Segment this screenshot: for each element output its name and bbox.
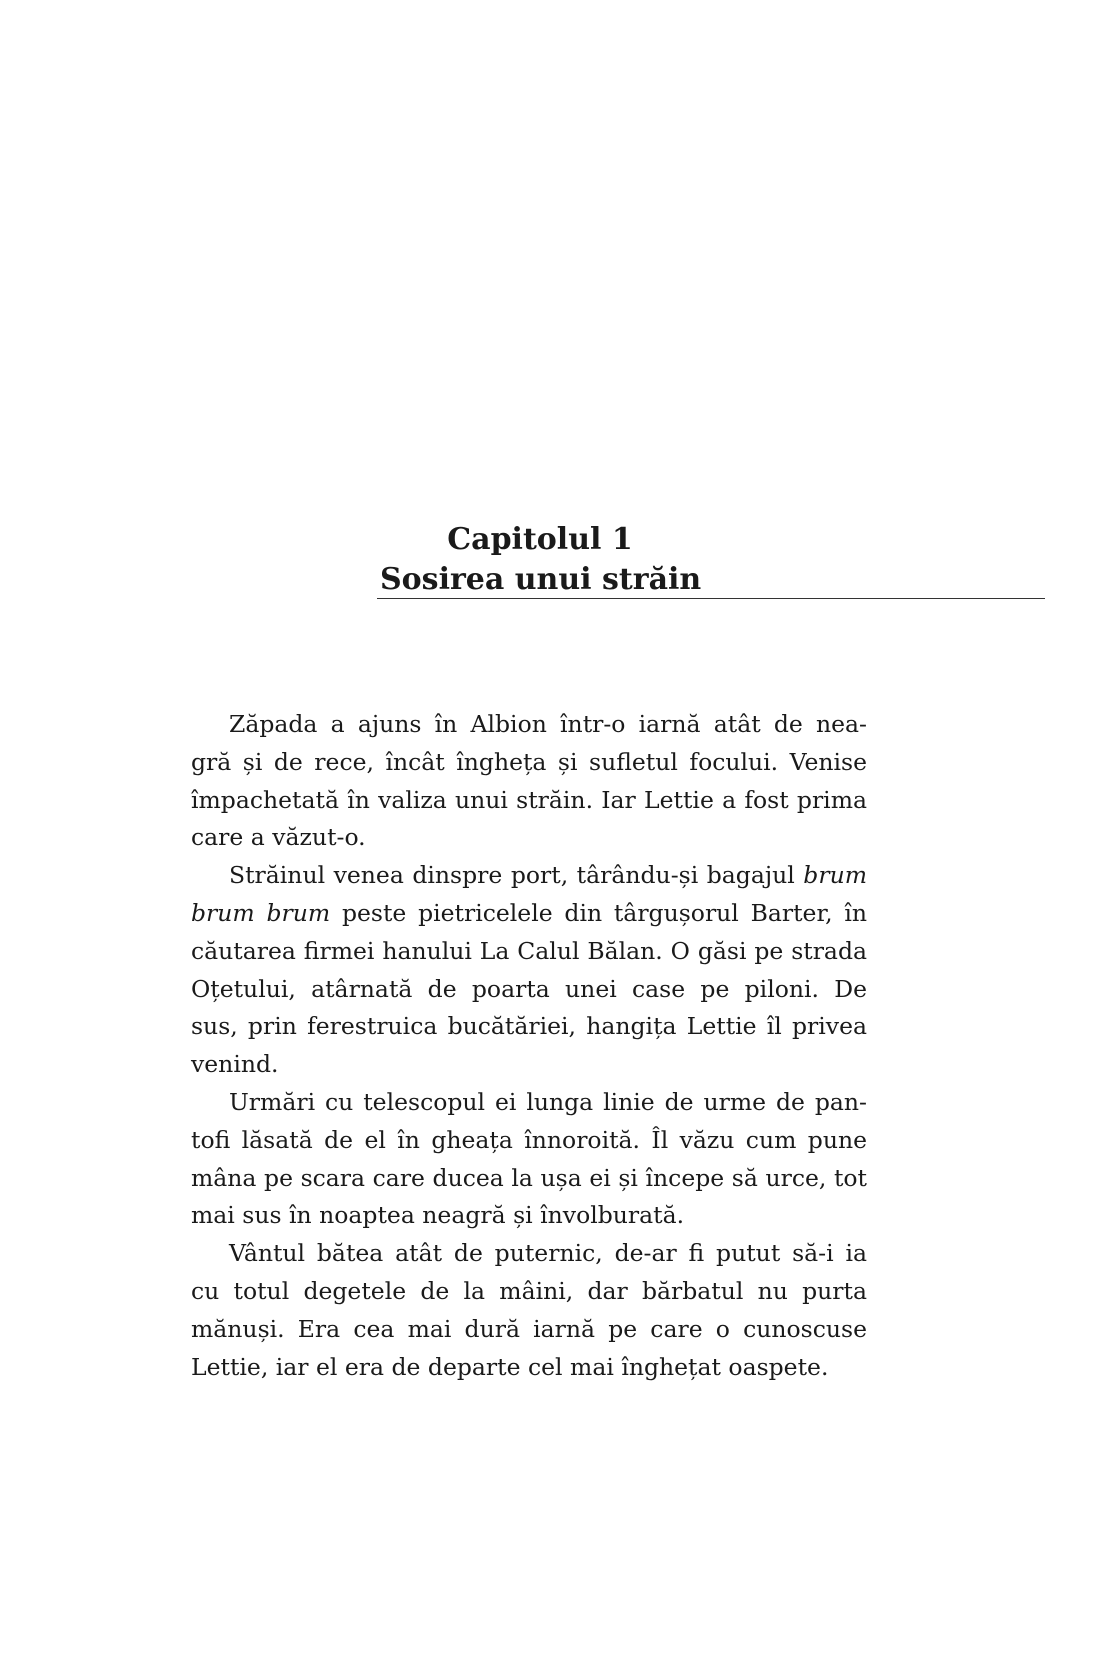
text-line [191, 857, 867, 895]
text-line: împachetată în valiza unui străin. Iar Lettie a fost prima [191, 785, 867, 814]
text-line: mănuși. Era cea mai dură iarnă pe care o cunoscuse [191, 1314, 867, 1343]
chapter-divider [377, 598, 1045, 599]
text-line: care a văzut-o. [191, 823, 366, 852]
text-line: Lettie, iar el era de departe cel mai înghețat oaspete. [191, 1352, 829, 1381]
text-line [191, 895, 867, 933]
text-line: cu totul degetele de la mâini, dar bărbatul nu purta [191, 1276, 867, 1305]
paragraph-3 [191, 1084, 867, 1235]
text-line: Zăpada a ajuns în Albion într-o iarnă atât de nea- [229, 710, 867, 738]
text-line: Urmări cu telescopul ei lunga linie de urme de pan- [229, 1087, 867, 1116]
text-line: mâna pe scara care ducea la ușa ei și începe să urce, tot [191, 1163, 867, 1192]
paragraph-1 [191, 706, 867, 857]
italic-run: brum brum [191, 898, 331, 927]
paragraph-4 [191, 1235, 867, 1386]
text-line: Vântul bătea atât de puternic, de-ar fi putut să-i ia [229, 1239, 867, 1268]
text-line: tofi lăsată de el în gheața înnoroită. Îl văzu cum pune [191, 1125, 867, 1154]
text-line: Oțetului, atârnată de poarta unei case pe piloni. De [191, 974, 867, 1003]
chapter-body [191, 706, 867, 1386]
paragraph-2 [191, 857, 867, 1084]
text-line: gră și de rece, încât îngheța și sufletul focului. Venise [191, 747, 867, 776]
chapter-number: Capitolul 1 [447, 522, 633, 557]
text-line: venind. [191, 1050, 279, 1079]
text-run: Străinul venea dinspre port, târându-și bagajul [229, 861, 804, 890]
italic-run: brum [803, 861, 867, 890]
text-line: mai sus în noaptea neagră și învolburată. [191, 1201, 685, 1230]
text-line: căutarea firmei hanului La Calul Bălan. O găsi pe strada [191, 936, 867, 965]
text-run: peste pietricelele din târgușorul Barter, în [330, 898, 867, 927]
text-line: sus, prin ferestruica bucătăriei, hangița Lettie îl privea [191, 1012, 867, 1041]
chapter-title: Sosirea unui străin [380, 562, 702, 597]
chapter-heading [380, 520, 700, 600]
